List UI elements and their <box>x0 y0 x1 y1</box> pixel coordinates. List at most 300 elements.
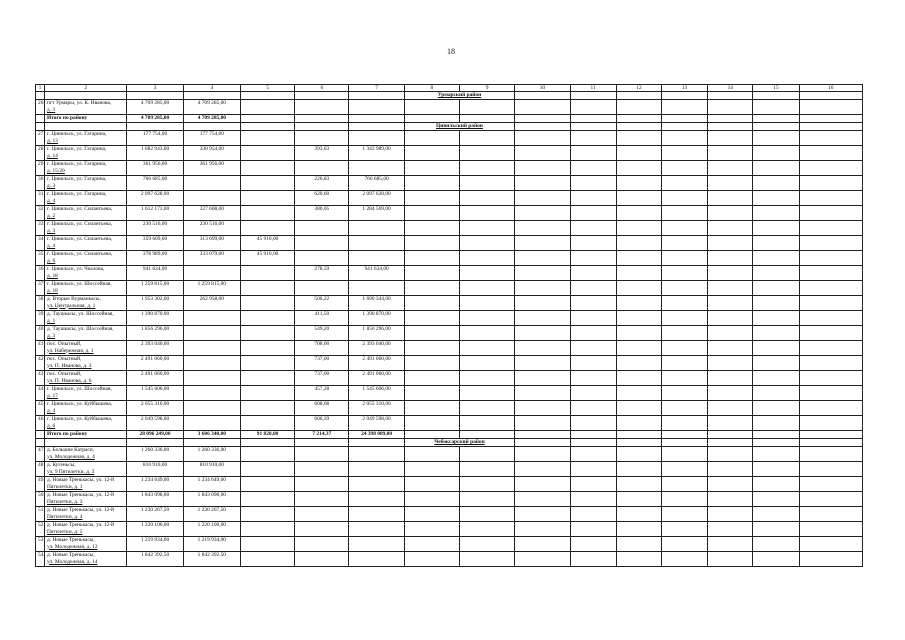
table-row <box>36 522 863 537</box>
empty-cell <box>515 221 570 236</box>
empty-cell <box>570 161 616 176</box>
address-line: г. Цивильск, ул. Куйбышева, <box>47 401 113 408</box>
value-cell-c4: 1 842 392,50 <box>183 552 240 567</box>
address-cell <box>45 492 127 507</box>
empty-cell <box>515 462 570 477</box>
empty-cell <box>799 522 862 537</box>
total-label: Итого по району <box>45 431 127 439</box>
empty-cell <box>570 401 616 416</box>
address-line: д. 6 <box>47 257 56 264</box>
empty-cell <box>616 552 661 567</box>
value-cell-c6 <box>295 100 349 115</box>
empty-cell <box>616 236 661 251</box>
empty-cell <box>404 507 459 522</box>
value-cell-c5 <box>240 401 294 416</box>
empty-cell <box>404 131 459 146</box>
empty-cell <box>661 206 707 221</box>
empty-cell <box>570 206 616 221</box>
empty-cell <box>616 206 661 221</box>
empty-cell <box>661 552 707 567</box>
empty-cell <box>404 191 459 206</box>
empty-cell <box>404 522 459 537</box>
empty-cell <box>515 477 570 492</box>
value-cell-c5 <box>240 356 294 371</box>
address-line: г. Цивильск, ул. Силантьева, <box>47 236 113 243</box>
empty-cell <box>570 477 616 492</box>
table-row <box>36 552 863 567</box>
empty-cell <box>404 401 459 416</box>
empty-cell <box>404 221 459 236</box>
value-cell-c5 <box>240 206 294 221</box>
value-cell-c7: 1 690 344,00 <box>349 296 404 311</box>
empty-cell <box>404 115 459 123</box>
address-cell <box>45 176 127 191</box>
value-cell-c3: 1 545 606,00 <box>127 386 183 401</box>
address-cell <box>45 371 127 386</box>
empty-cell <box>515 326 570 341</box>
table-row <box>36 251 863 266</box>
column-number: 6 <box>295 85 349 92</box>
empty-cell <box>799 221 862 236</box>
column-number: 11 <box>570 85 616 92</box>
table-row <box>36 311 863 326</box>
empty-cell <box>570 146 616 161</box>
empty-cell <box>799 236 862 251</box>
column-number: 7 <box>349 85 404 92</box>
empty-cell <box>515 115 570 123</box>
empty-cell <box>404 311 459 326</box>
empty-cell <box>570 266 616 281</box>
value-cell-c3: 1 953 302,00 <box>127 296 183 311</box>
value-cell-c3: 2 491 060,00 <box>127 356 183 371</box>
empty-cell <box>459 492 514 507</box>
empty-cell <box>515 552 570 567</box>
column-number: 8 <box>404 85 459 92</box>
address-cell <box>45 191 127 206</box>
address-line: пос. Опытный, <box>47 341 82 348</box>
row-number: 29 <box>36 161 45 176</box>
address-line: Пятилетки, д. 5 <box>47 528 83 535</box>
empty-cell <box>570 131 616 146</box>
empty-cell <box>753 176 799 191</box>
address-line: д. 3 <box>47 106 56 113</box>
empty-cell <box>616 522 661 537</box>
empty-cell <box>661 507 707 522</box>
value-cell-c3: 941 634,00 <box>127 266 183 281</box>
total-value-c7 <box>349 115 404 123</box>
table-row <box>36 401 863 416</box>
empty-cell <box>753 401 799 416</box>
column-number-row <box>36 85 863 92</box>
empty-cell <box>459 266 514 281</box>
empty-cell <box>570 341 616 356</box>
table-row <box>36 206 863 221</box>
empty-cell <box>708 221 753 236</box>
value-cell-c6: 608,08 <box>295 401 349 416</box>
row-number: 31 <box>36 191 45 206</box>
empty-cell <box>404 447 459 462</box>
address-line: пос. Опытный, <box>47 371 82 378</box>
column-number: 2 <box>45 85 127 92</box>
empty-cell <box>753 161 799 176</box>
empty-cell <box>570 281 616 296</box>
district-total-row <box>36 115 863 123</box>
value-cell-c3: 2 055 310,00 <box>127 401 183 416</box>
empty-cell <box>515 100 570 115</box>
empty-cell <box>616 537 661 552</box>
value-cell-c6: 380,05 <box>295 206 349 221</box>
address-line: г. Цивильск, ул. Чкалова, <box>47 266 105 273</box>
empty-cell <box>661 115 707 123</box>
address-line: Пятилетки, д. 1 <box>47 483 83 490</box>
value-cell-c5 <box>240 537 294 552</box>
value-cell-c3: 1 219 934,00 <box>127 537 183 552</box>
row-number: 30 <box>36 176 45 191</box>
empty-cell <box>753 206 799 221</box>
budget-table <box>35 84 863 567</box>
table-row <box>36 507 863 522</box>
value-cell-c6 <box>295 477 349 492</box>
empty-cell <box>404 356 459 371</box>
address-cell <box>45 236 127 251</box>
empty-cell <box>799 537 862 552</box>
empty-cell <box>515 296 570 311</box>
value-cell-c4 <box>183 311 240 326</box>
empty-cell <box>616 100 661 115</box>
value-cell-c4: 338 954,00 <box>183 146 240 161</box>
address-line: д. Новые Тренькасы, ул. 12-й <box>47 492 115 499</box>
empty-cell <box>570 416 616 431</box>
empty-cell <box>753 326 799 341</box>
total-value-c7: 24 398 089,00 <box>349 431 404 439</box>
address-line: д. 14 <box>47 152 58 159</box>
empty-cell <box>459 431 514 439</box>
value-cell-c7: 2 491 060,00 <box>349 371 404 386</box>
value-cell-c5 <box>240 462 294 477</box>
address-cell <box>45 552 127 567</box>
value-cell-c4: 333 079,00 <box>183 251 240 266</box>
row-number: 26 <box>36 100 45 115</box>
address-line: д. Новые Тренькасы, ул. 12-й <box>47 522 115 529</box>
empty-cell <box>570 236 616 251</box>
value-cell-c3: 4 709 285,00 <box>127 100 183 115</box>
address-line: пос. Опытный, <box>47 356 82 363</box>
empty-cell <box>570 100 616 115</box>
address-cell <box>45 161 127 176</box>
total-label: Итого по району <box>45 115 127 123</box>
address-line: г. Цивильск, ул. Силантьева, <box>47 251 113 258</box>
empty-cell <box>661 447 707 462</box>
empty-cell <box>753 431 799 439</box>
empty-cell <box>459 447 514 462</box>
empty-cell <box>708 236 753 251</box>
total-value-c6 <box>295 115 349 123</box>
column-number: 12 <box>616 85 661 92</box>
value-cell-c3: 1 220 100,00 <box>127 522 183 537</box>
empty-cell <box>459 311 514 326</box>
value-cell-c4: 327 608,00 <box>183 206 240 221</box>
empty-cell <box>616 176 661 191</box>
address-line: Пятилетки, д. 4 <box>47 513 83 520</box>
section-title-row <box>36 123 863 131</box>
district-title: Урмарский район <box>404 92 515 100</box>
value-cell-c5 <box>240 447 294 462</box>
address-line: д. 3 <box>47 227 56 234</box>
empty-cell <box>570 386 616 401</box>
empty-cell <box>459 462 514 477</box>
table-row <box>36 100 863 115</box>
address-cell <box>45 341 127 356</box>
empty-cell <box>570 492 616 507</box>
empty-cell <box>404 296 459 311</box>
column-number: 1 <box>36 85 45 92</box>
value-cell-c4: 4 709 285,00 <box>183 100 240 115</box>
empty-cell <box>616 356 661 371</box>
empty-cell <box>616 507 661 522</box>
empty-cell <box>570 115 616 123</box>
value-cell-c3: 177 754,00 <box>127 131 183 146</box>
value-cell-c7 <box>349 492 404 507</box>
empty-cell <box>708 311 753 326</box>
value-cell-c7 <box>349 477 404 492</box>
empty-cell <box>616 221 661 236</box>
empty-cell <box>459 251 514 266</box>
value-cell-c3: 1 612 173,00 <box>127 206 183 221</box>
address-line: ул. Молодежная, д. 14 <box>47 558 98 565</box>
value-cell-c6 <box>295 537 349 552</box>
empty-cell <box>459 507 514 522</box>
total-value-c3: 4 709 285,00 <box>127 115 183 123</box>
value-cell-c7: 1 284 569,00 <box>349 206 404 221</box>
address-line: д. Новые Тренькасы, ул. 12-й <box>47 507 115 514</box>
row-number: 35 <box>36 251 45 266</box>
row-number: 38 <box>36 296 45 311</box>
address-line: д. 15/20 <box>47 167 65 174</box>
row-number: 48 <box>36 462 45 477</box>
address-line: г. Цивильск, ул. Шоссейная, <box>47 281 112 288</box>
address-line: д. 3 <box>47 182 56 189</box>
address-cell <box>45 477 127 492</box>
empty-cell <box>515 537 570 552</box>
value-cell-c6 <box>295 251 349 266</box>
empty-cell <box>459 131 514 146</box>
empty-cell <box>616 266 661 281</box>
value-cell-c4 <box>183 176 240 191</box>
row-number: 51 <box>36 507 45 522</box>
table-row <box>36 146 863 161</box>
row-number: 53 <box>36 537 45 552</box>
value-cell-c5 <box>240 311 294 326</box>
empty-cell <box>661 492 707 507</box>
empty-cell <box>799 552 862 567</box>
empty-cell <box>753 356 799 371</box>
empty-cell <box>661 191 707 206</box>
address-cell <box>45 386 127 401</box>
value-cell-c4: 1 260 336,00 <box>183 447 240 462</box>
value-cell-c3: 766 685,00 <box>127 176 183 191</box>
empty-cell <box>708 522 753 537</box>
empty-cell <box>799 281 862 296</box>
value-cell-c7: 941 634,00 <box>349 266 404 281</box>
value-cell-c6 <box>295 492 349 507</box>
empty-cell <box>708 176 753 191</box>
empty-cell <box>661 281 707 296</box>
address-cell <box>45 416 127 431</box>
empty-cell <box>661 176 707 191</box>
value-cell-c5: 45 910,00 <box>240 251 294 266</box>
empty-cell <box>459 401 514 416</box>
address-line: пгт Урмары, ул. К. Иванова, <box>47 100 112 107</box>
empty-cell <box>799 401 862 416</box>
table-row <box>36 537 863 552</box>
value-cell-c6 <box>295 236 349 251</box>
value-cell-c5 <box>240 161 294 176</box>
empty-cell <box>753 341 799 356</box>
table-row <box>36 386 863 401</box>
row-number: 44 <box>36 386 45 401</box>
empty-cell <box>515 176 570 191</box>
value-cell-c5 <box>240 146 294 161</box>
value-cell-c6: 278,59 <box>295 266 349 281</box>
empty-cell <box>515 431 570 439</box>
empty-cell <box>708 416 753 431</box>
table-row <box>36 356 863 371</box>
total-value-c4: 3 606 340,00 <box>183 431 240 439</box>
empty-cell <box>404 206 459 221</box>
value-cell-c6: 411,50 <box>295 311 349 326</box>
table-row <box>36 462 863 477</box>
empty-cell <box>459 115 514 123</box>
empty-cell <box>753 552 799 567</box>
value-cell-c4: 1 234 649,00 <box>183 477 240 492</box>
empty-cell <box>799 492 862 507</box>
value-cell-c3: 361 956,00 <box>127 161 183 176</box>
table-row <box>36 221 863 236</box>
empty-cell <box>404 236 459 251</box>
empty-cell <box>459 552 514 567</box>
address-cell <box>45 131 127 146</box>
empty-cell <box>799 447 862 462</box>
empty-cell <box>708 462 753 477</box>
address-line: ул. П. Иванова, д. 3 <box>47 362 92 369</box>
value-cell-c7: 766 685,00 <box>349 176 404 191</box>
address-cell <box>45 447 127 462</box>
address-cell <box>45 401 127 416</box>
empty-cell <box>515 206 570 221</box>
empty-cell <box>708 447 753 462</box>
empty-cell <box>799 431 862 439</box>
empty-cell <box>753 100 799 115</box>
value-cell-c7 <box>349 236 404 251</box>
table-row <box>36 266 863 281</box>
empty-cell <box>404 326 459 341</box>
empty-cell <box>459 522 514 537</box>
value-cell-c7: 2 393 040,00 <box>349 341 404 356</box>
empty-cell <box>616 447 661 462</box>
value-cell-c5: 45 910,00 <box>240 236 294 251</box>
column-number: 9 <box>459 85 514 92</box>
value-cell-c6: 549,20 <box>295 326 349 341</box>
address-cell <box>45 100 127 115</box>
table-row <box>36 236 863 251</box>
empty-cell <box>753 537 799 552</box>
value-cell-c5 <box>240 477 294 492</box>
address-line: Пятилетки, д. 3 <box>47 498 83 505</box>
empty-cell <box>515 492 570 507</box>
empty-cell <box>661 401 707 416</box>
address-cell <box>45 522 127 537</box>
value-cell-c3: 230 516,00 <box>127 221 183 236</box>
value-cell-c5 <box>240 191 294 206</box>
row-number: 41 <box>36 341 45 356</box>
empty-cell <box>616 477 661 492</box>
address-line: д. Вторые Вурманкасы, <box>47 296 101 303</box>
address-cell <box>45 537 127 552</box>
value-cell-c6 <box>295 221 349 236</box>
empty-cell <box>753 371 799 386</box>
empty-cell <box>799 115 862 123</box>
value-cell-c6 <box>295 462 349 477</box>
value-cell-c3: 2 049 598,00 <box>127 416 183 431</box>
empty-cell <box>799 311 862 326</box>
value-cell-c5 <box>240 296 294 311</box>
total-value-c5 <box>240 115 294 123</box>
empty-cell <box>708 341 753 356</box>
empty-cell <box>753 492 799 507</box>
empty-cell <box>661 356 707 371</box>
empty-cell <box>459 281 514 296</box>
row-number: 39 <box>36 311 45 326</box>
total-value-c6: 7 214,37 <box>295 431 349 439</box>
empty-cell <box>404 462 459 477</box>
row-number: 33 <box>36 221 45 236</box>
value-cell-c4 <box>183 266 240 281</box>
empty-cell <box>515 131 570 146</box>
empty-cell <box>661 251 707 266</box>
address-line: д. 17 <box>47 392 58 399</box>
table-row <box>36 371 863 386</box>
empty-cell <box>799 251 862 266</box>
empty-cell <box>404 281 459 296</box>
column-number: 3 <box>127 85 183 92</box>
empty-cell <box>753 311 799 326</box>
empty-cell <box>515 251 570 266</box>
empty-cell <box>616 431 661 439</box>
empty-cell <box>616 131 661 146</box>
empty-cell <box>570 447 616 462</box>
value-cell-c7 <box>349 281 404 296</box>
address-line: д. Таушкасы, ул. Шоссейная, <box>47 311 114 318</box>
table-row <box>36 176 863 191</box>
empty-cell <box>753 447 799 462</box>
empty-cell <box>661 100 707 115</box>
row-number: 50 <box>36 492 45 507</box>
address-line: г. Цивильск, ул. Гагарина, <box>47 176 107 183</box>
address-line: г. Цивильск, ул. Куйбышева, <box>47 416 113 423</box>
empty-cell <box>404 416 459 431</box>
value-cell-c6 <box>295 522 349 537</box>
empty-cell <box>515 191 570 206</box>
empty-cell <box>708 401 753 416</box>
empty-cell <box>799 206 862 221</box>
table-row <box>36 447 863 462</box>
value-cell-c4: 313 699,00 <box>183 236 240 251</box>
value-cell-c6: 393,63 <box>295 146 349 161</box>
column-number: 15 <box>753 85 799 92</box>
value-cell-c6 <box>295 447 349 462</box>
value-cell-c4 <box>183 401 240 416</box>
empty-cell <box>708 537 753 552</box>
